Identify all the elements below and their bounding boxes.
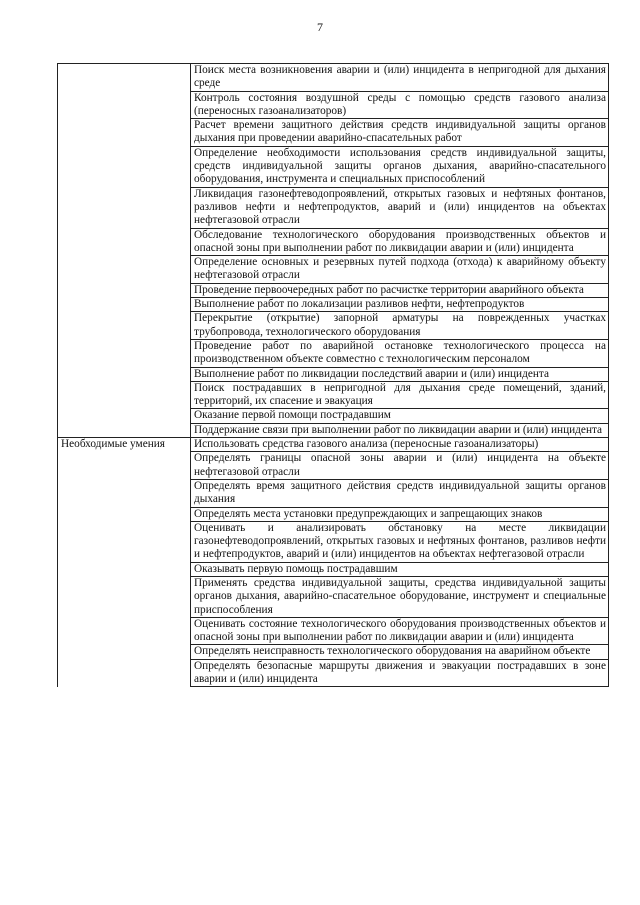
item-cell: Применять средства индивидуальной защиты, средства индивидуальной защиты органов дыхания, аварийно-спасательное оборудование, инструмент и специальные приспособления [191, 576, 609, 617]
table-body [58, 64, 609, 687]
item-cell: Определять время защитного действия средств индивидуальной защиты органов дыхания [191, 479, 609, 507]
item-cell: Выполнение работ по локализации разливов нефти, нефтепродуктов [191, 298, 609, 312]
item-cell: Поиск места возникновения аварии и (или) инцидента в непригодной для дыхания среде [191, 64, 609, 92]
item-cell: Выполнение работ по ликвидации последствий аварии и (или) инцидента [191, 367, 609, 381]
item-cell: Определять границы опасной зоны аварии и (или) инцидента на объекте нефтегазовой отрасли [191, 452, 609, 480]
item-cell: Оказывать первую помощь пострадавшим [191, 562, 609, 576]
item-cell: Обследование технологического оборудования производственных объектов и опасной зоны при выполнении работ по ликвидации аварии и (или) инцидента [191, 228, 609, 256]
table-row [58, 64, 609, 92]
item-cell: Использовать средства газового анализа (переносные газоанализаторы) [191, 438, 609, 452]
item-cell: Определять неисправность технологического оборудования на аварийном объекте [191, 645, 609, 659]
item-cell: Оказание первой помощи пострадавшим [191, 409, 609, 423]
item-cell: Определение необходимости использования средств индивидуальной защиты, средств индивидуальной защиты органов дыхания, аварийно-спасательного оборудования, инструмента и специальных приспособлений [191, 146, 609, 187]
item-cell: Контроль состояния воздушной среды с помощью средств газового анализа (переносных газоанализаторов) [191, 91, 609, 119]
section-label [58, 64, 191, 438]
competency-table [57, 63, 609, 687]
item-cell: Проведение работ по аварийной остановке технологического процесса на производственном объекте совместно с технологическим персоналом [191, 339, 609, 367]
item-cell: Расчет времени защитного действия средств индивидуальной защиты органов дыхания при проведении аварийно-спасательных работ [191, 119, 609, 147]
item-cell: Оценивать и анализировать обстановку на месте ликвидации газонефтеводопроявлений, открытых газовых и нефтяных фонтанов, разливов нефти и нефтепродуктов, аварий и (или) инцидентов на объектах нефтегазовой отрасли [191, 521, 609, 562]
item-cell: Ликвидация газонефтеводопроявлений, открытых газовых и нефтяных фонтанов, разливов нефти и нефтепродуктов, аварий и (или) инцидентов на объектах нефтегазовой отрасли [191, 187, 609, 228]
page-number: 7 [317, 20, 323, 34]
section-label: Необходимые умения [58, 438, 191, 687]
item-cell: Оценивать состояние технологического оборудования производственных объектов и опасной зоны при выполнении работ по ликвидации аварии и (или) инцидента [191, 617, 609, 645]
item-cell: Поддержание связи при выполнении работ по ликвидации аварии и (или) инцидента [191, 423, 609, 437]
item-cell: Определение основных и резервных путей подхода (отхода) к аварийному объекту нефтегазовой отрасли [191, 256, 609, 284]
item-cell: Перекрытие (открытие) запорной арматуры на поврежденных участках трубопровода, технологического оборудования [191, 312, 609, 340]
item-cell: Поиск пострадавших в непригодной для дыхания среде помещений, зданий, территорий, их спасение и эвакуация [191, 381, 609, 409]
table-row [58, 438, 609, 452]
item-cell: Определять места установки предупреждающих и запрещающих знаков [191, 507, 609, 521]
item-cell: Проведение первоочередных работ по расчистке территории аварийного объекта [191, 283, 609, 297]
item-cell: Определять безопасные маршруты движения и эвакуации пострадавших в зоне аварии и (или) инцидента [191, 659, 609, 687]
